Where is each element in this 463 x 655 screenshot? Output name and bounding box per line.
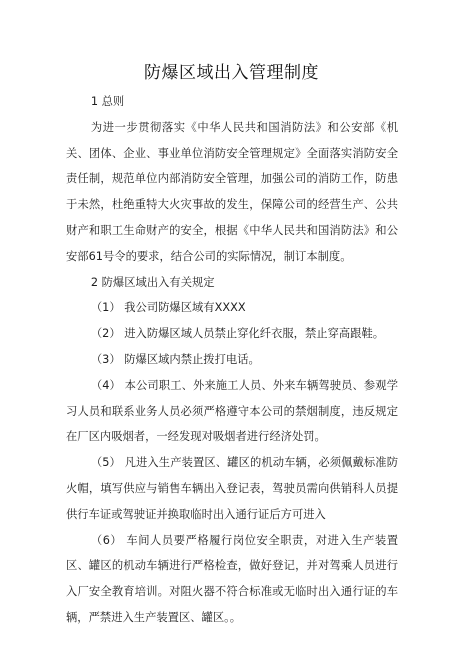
- rule-item-5: （5） 凡进入生产装置区、罐区的机动车辆，必须佩戴标准防火帽，填写供应与销售车辆出入登记表，驾驶员需向供销科人员提供行车证或驾驶证并换取临时出入通行证后方可进入: [66, 456, 398, 521]
- document-title: 防爆区域出入管理制度: [144, 63, 319, 83]
- document-body: [66, 89, 398, 631]
- section-heading-general: 1 总则: [90, 95, 125, 108]
- section-heading-explosion-proof-rules: 2 防爆区域出入有关规定: [90, 275, 215, 289]
- general-paragraph: 为进一步贯彻落实《中华人民共和国消防法》和公安部《机关、团体、企业、事业单位消防安全管理规定》全面落实消防安全责任制，规范单位内部消防安全管理，加强公司的消防工作，防患于未然，杜绝重特大火灾事故的发生，保障公司的经营生产、公共财产和职工生命财产的安全，根据《中华人民共和国消防法》和公安部61号令的要求，结合公司的实际情况，制订本制度。: [66, 120, 398, 263]
- rule-item-1: （1） 我公司防爆区域有XXXX: [90, 301, 246, 315]
- rule-item-4: （4） 本公司职工、外来施工人员、外来车辆驾驶员、参观学习人员和联系业务人员必须严格遵守本公司的禁烟制度，违反规定在厂区内吸烟者，一经发现对吸烟者进行经济处罚。: [66, 378, 398, 444]
- rule-item-3: （3） 防爆区域内禁止拨打电话。: [90, 352, 260, 366]
- rule-item-6: （6） 车间人员要严格履行岗位安全职责，对进入生产装置区、罐区的机动车辆进行严格检查，做好登记，并对驾乘人员进行入厂安全教育培训。对阻火器不符合标准或无临时出入通行证的车辆，严禁进入生产装置区、罐区。。: [66, 533, 398, 624]
- rule-item-2: （2） 进入防爆区域人员禁止穿化纤衣服，禁止穿高跟鞋。: [90, 327, 385, 341]
